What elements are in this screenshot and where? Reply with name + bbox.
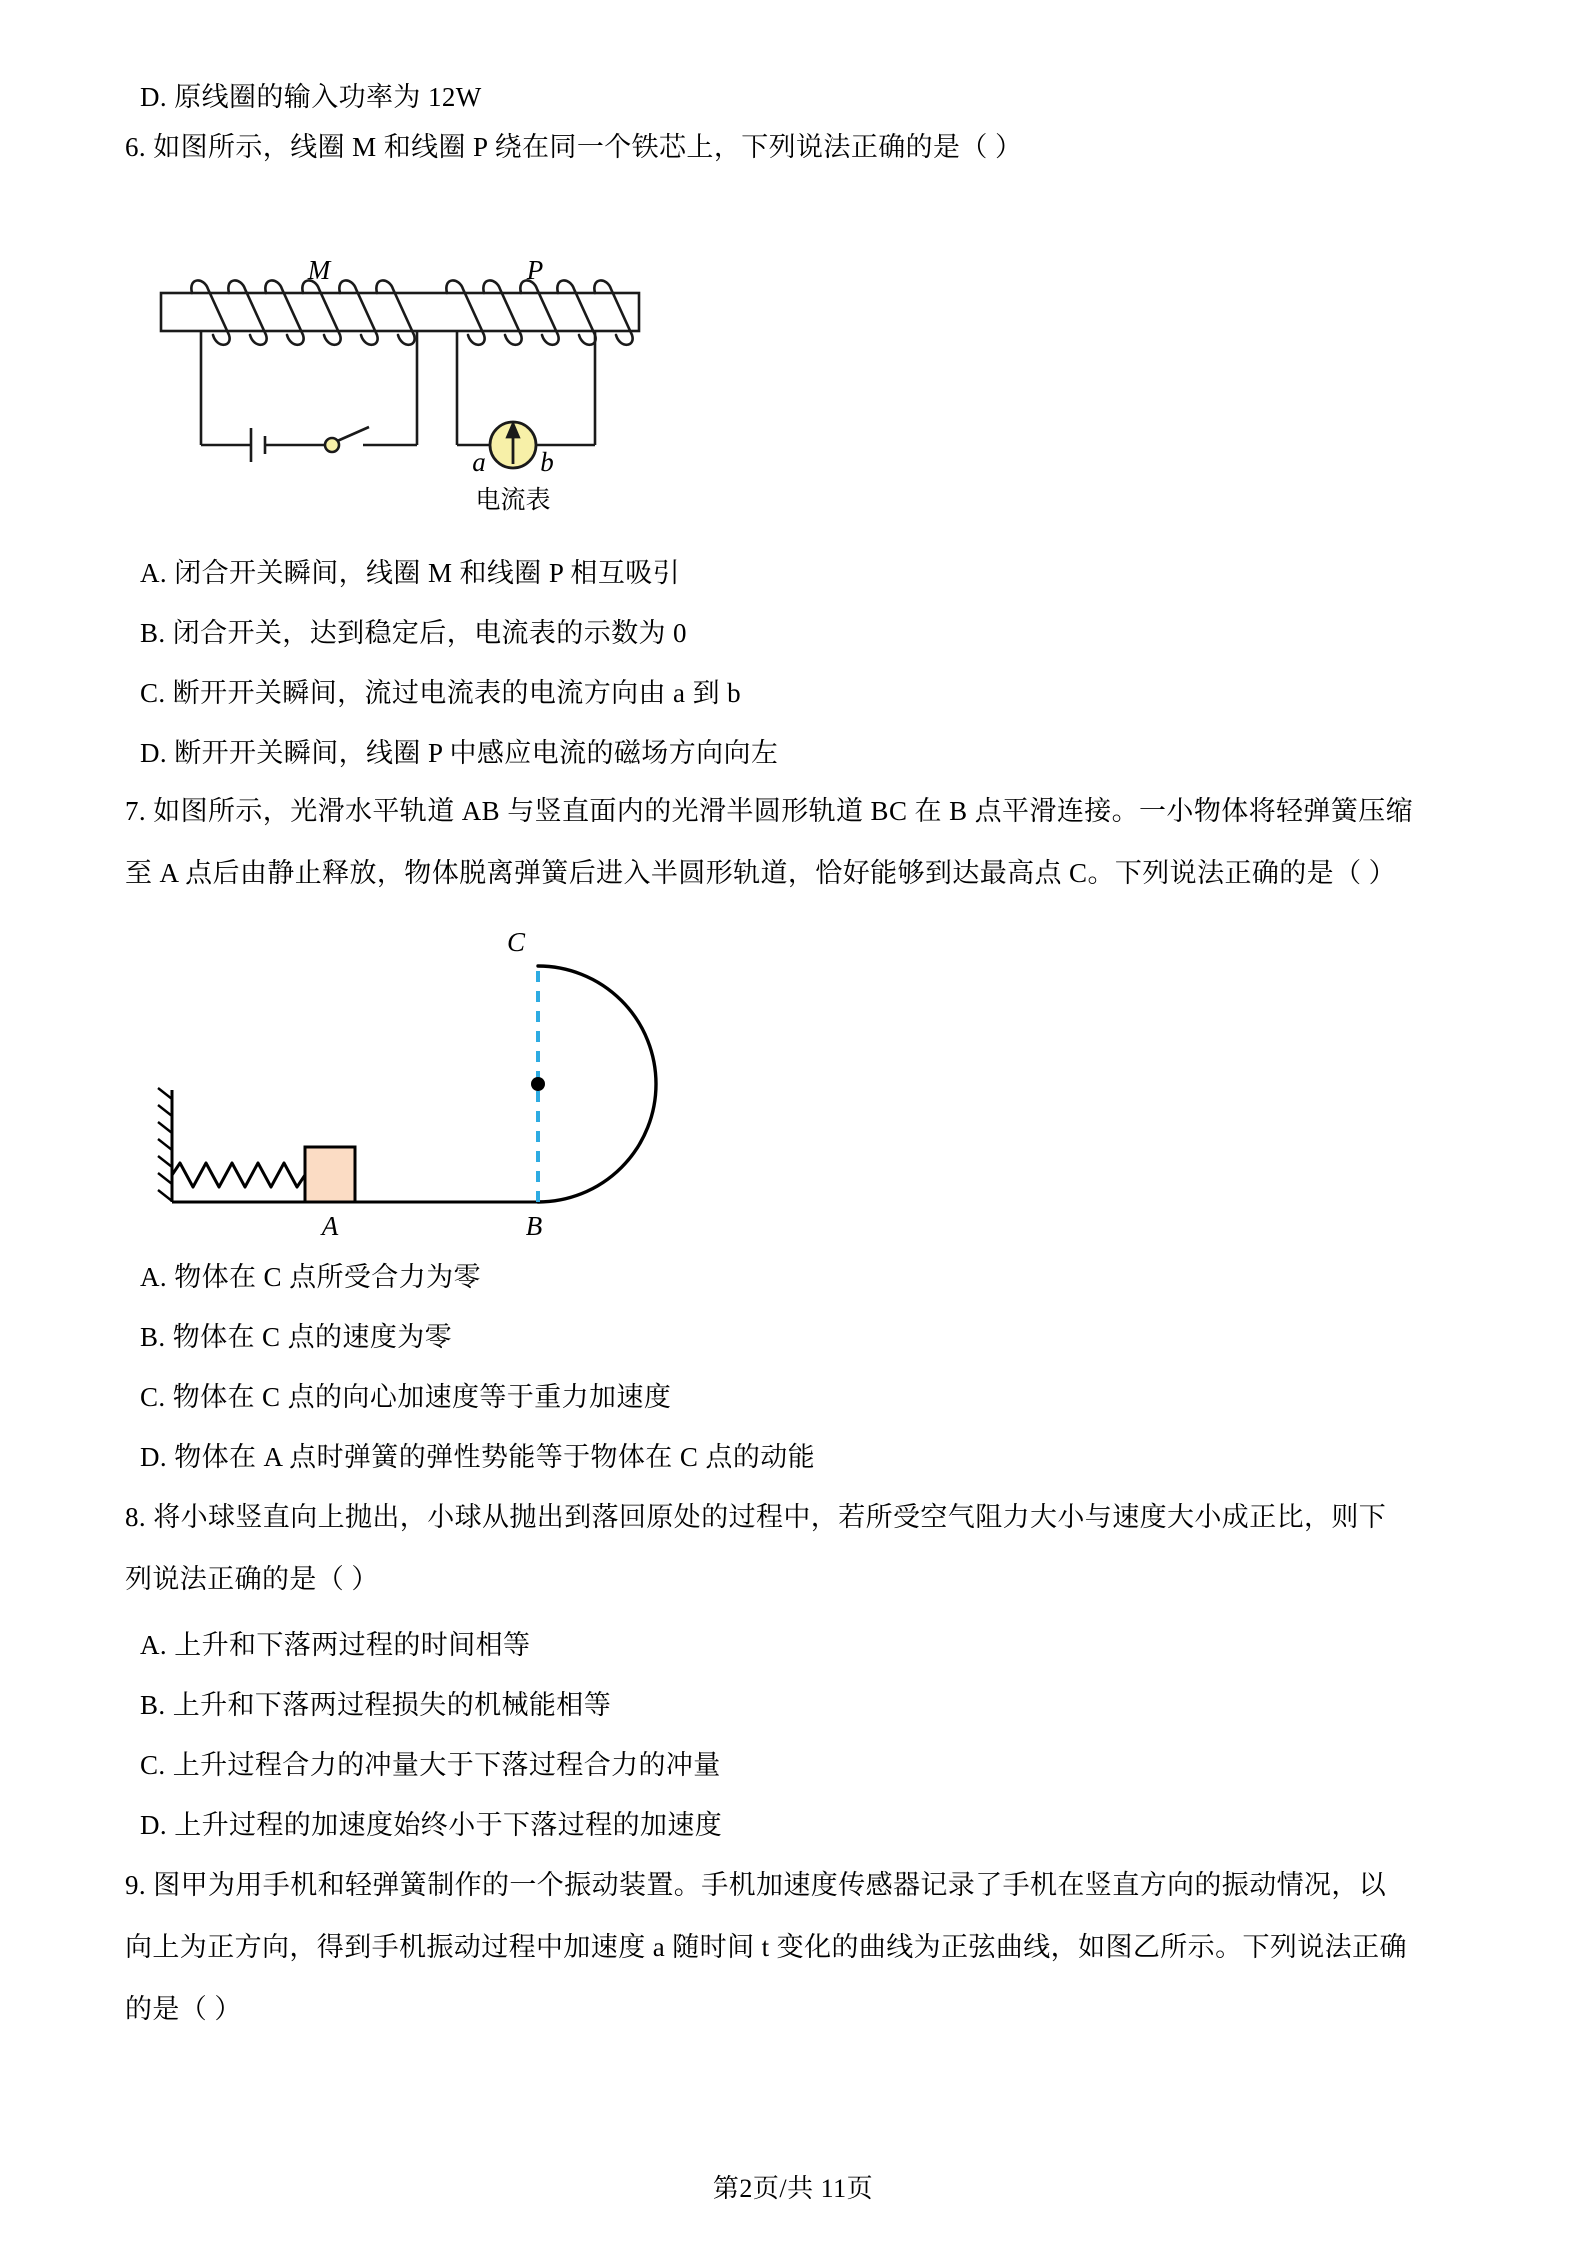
ammeter-terminal-a-label: a — [472, 447, 486, 477]
question-9-stem-line-3: 的是（ ） — [125, 1994, 242, 2024]
q6-option-a: A. 闭合开关瞬间，线圈 M 和线圈 P 相互吸引 — [140, 558, 681, 588]
circle-center-dot — [531, 1077, 545, 1091]
question-8-stem-line-2: 列说法正确的是（ ） — [125, 1564, 379, 1594]
q7-option-b: B. 物体在 C 点的速度为零 — [140, 1322, 453, 1352]
question-9-stem-line-1: 9. 图甲为用手机和轻弹簧制作的一个振动装置。手机加速度传感器记录了手机在竖直方向的振动情况，以 — [125, 1870, 1387, 1900]
point-b-label: B — [525, 1211, 543, 1235]
question-9-stem-line-2: 向上为正方向，得到手机振动过程中加速度 a 随时间 t 变化的曲线为正弦曲线，如图乙所示。下列说法正确 — [125, 1932, 1407, 1962]
q8-option-b: B. 上升和下落两过程损失的机械能相等 — [140, 1690, 612, 1720]
coil-p-label: P — [526, 255, 544, 285]
q6-option-d: D. 断开开关瞬间，线圈 P 中感应电流的磁场方向向左 — [140, 738, 779, 768]
question-8-stem-line-1: 8. 将小球竖直向上抛出，小球从抛出到落回原处的过程中，若所受空气阻力大小与速度大小成正比，则下 — [125, 1502, 1387, 1532]
question-6-stem: 6. 如图所示，线圈 M 和线圈 P 绕在同一个铁芯上，下列说法正确的是（ ） — [125, 132, 1023, 162]
q8-option-c: C. 上升过程合力的冲量大于下落过程合力的冲量 — [140, 1750, 721, 1780]
q6-option-b: B. 闭合开关，达到稳定后，电流表的示数为 0 — [140, 618, 687, 648]
coil-m-label: M — [307, 255, 331, 285]
question-7-stem-line-2: 至 A 点后由静止释放，物体脱离弹簧后进入半圆形轨道，恰好能够到达最高点 C。下列说法正确的是（ ） — [125, 858, 1397, 888]
q8-option-a: A. 上升和下落两过程的时间相等 — [140, 1630, 531, 1660]
point-c-label: C — [506, 927, 526, 957]
q7-option-c: C. 物体在 C 点的向心加速度等于重力加速度 — [140, 1382, 672, 1412]
figure-q7-spring-and-circular-track — [140, 905, 720, 1235]
switch-pivot-icon — [325, 438, 339, 452]
ammeter-terminal-b-label: b — [540, 447, 554, 477]
q5-option-d: D. 原线圈的输入功率为 12W — [140, 82, 482, 112]
figure-q6-coils-on-iron-core — [155, 255, 675, 525]
q6-option-c: C. 断开开关瞬间，流过电流表的电流方向由 a 到 b — [140, 678, 742, 708]
point-a-label: A — [321, 1211, 339, 1235]
question-7-stem-line-1: 7. 如图所示，光滑水平轨道 AB 与竖直面内的光滑半圆形轨道 BC 在 B 点平滑连接。一小物体将轻弹簧压缩 — [125, 796, 1414, 826]
q7-option-a: A. 物体在 C 点所受合力为零 — [140, 1262, 481, 1292]
page-footer: 第2页/共 11页 — [712, 2174, 874, 2203]
ammeter-caption: 电流表 — [475, 487, 551, 514]
q8-option-d: D. 上升过程的加速度始终小于下落过程的加速度 — [140, 1810, 723, 1840]
block-object — [305, 1147, 355, 1202]
q7-option-d: D. 物体在 A 点时弹簧的弹性势能等于物体在 C 点的动能 — [140, 1442, 816, 1472]
